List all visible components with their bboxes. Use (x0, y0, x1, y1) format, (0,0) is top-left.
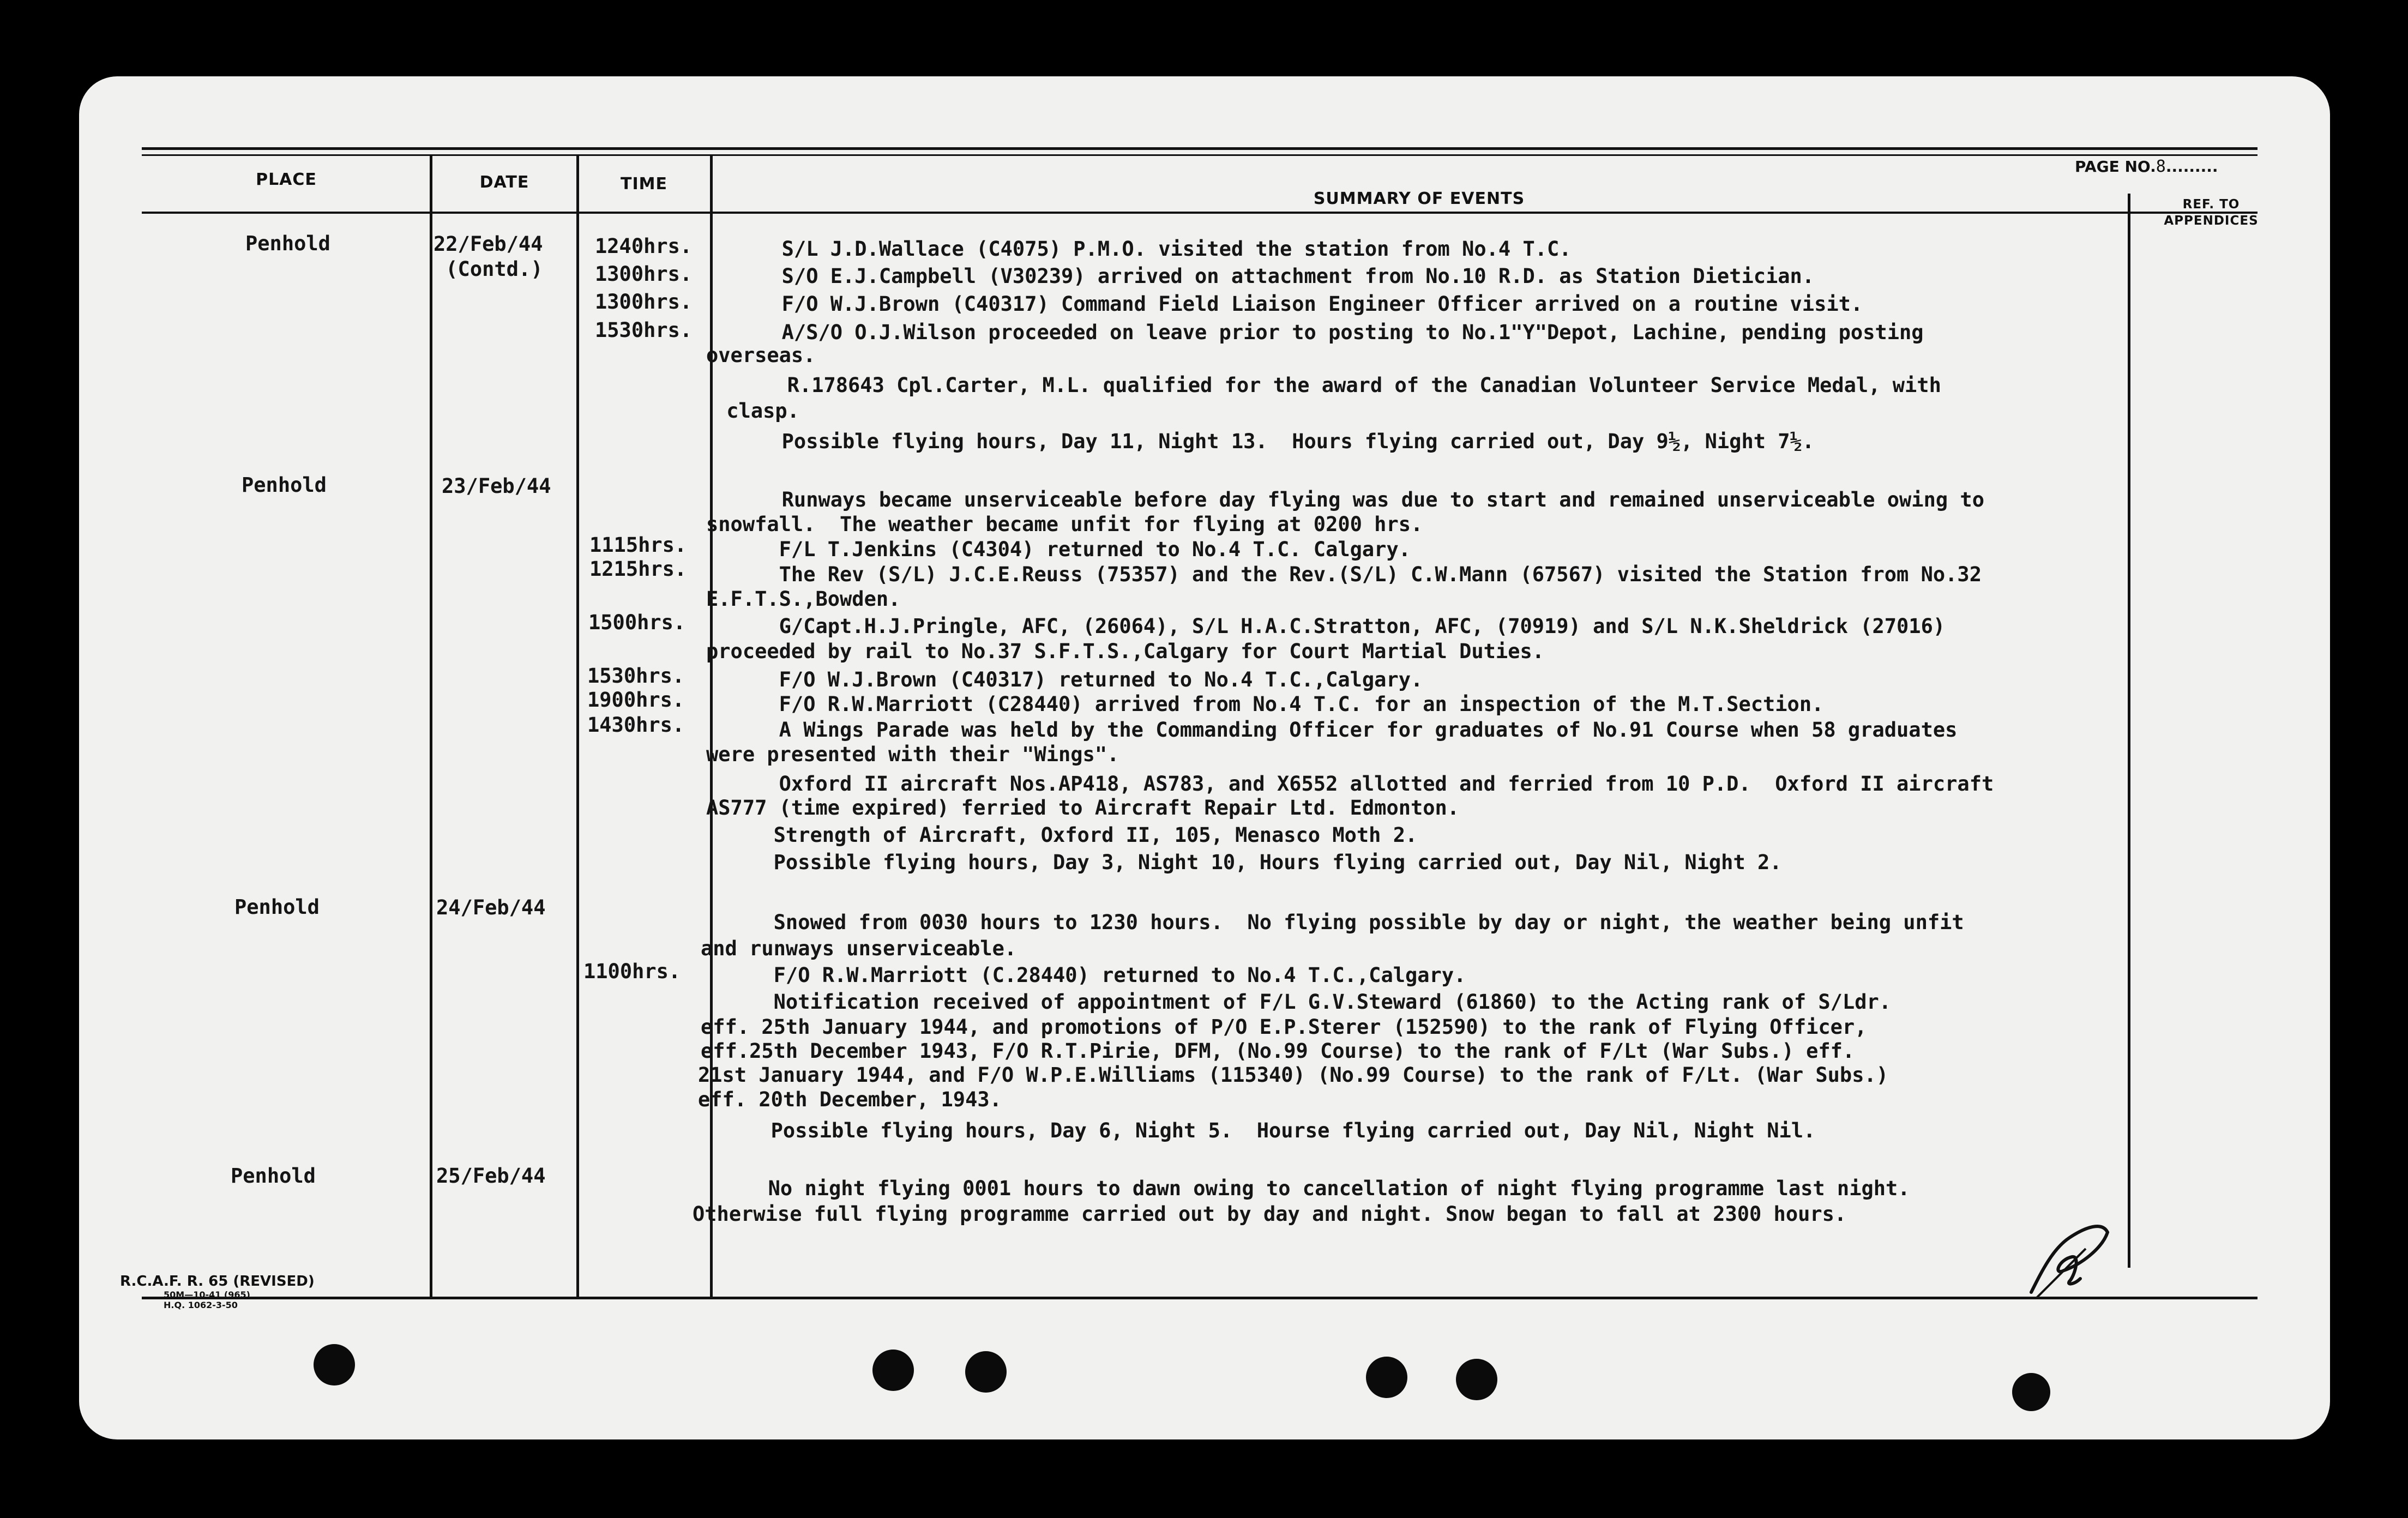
top-rule-2 (142, 154, 2258, 156)
time-entry: 1500hrs. (588, 611, 686, 634)
event-line: Otherwise full flying programme carried out by day and night. Snow began to fall at 2300 hours. (693, 1202, 1847, 1226)
time-entry: 1115hrs. (589, 533, 687, 557)
event-line: snowfall. The weather became unfit for flying at 0200 hrs. (706, 513, 1423, 536)
time-entry: 1300hrs. (595, 290, 693, 314)
event-line: were presented with their "Wings". (706, 743, 1119, 766)
header-rule (142, 212, 2258, 214)
place-entry: Penhold (234, 895, 320, 919)
place-entry: Penhold (245, 232, 330, 255)
form-line-2: 50M—10-41 (965) (164, 1290, 250, 1300)
event-line: Possible flying hours, Day 3, Night 10, Hours flying carried out, Day Nil, Night 2. (701, 851, 1782, 874)
event-line: S/O E.J.Campbell (V30239) arrived on attachment from No.10 R.D. as Station Dietician. (709, 264, 1815, 288)
binder-hole (1456, 1359, 1497, 1400)
time-entry: 1240hrs. (595, 234, 693, 258)
place-entry: Penhold (242, 473, 327, 497)
time-entry: 1530hrs. (587, 664, 685, 688)
date-entry: 25/Feb/44 (436, 1164, 546, 1188)
event-line: The Rev (S/L) J.C.E.Reuss (75357) and the Rev.(S/L) C.W.Mann (67567) visited the Station from No.32 (706, 563, 1982, 586)
page-number (2075, 157, 2218, 176)
diary-sheet (79, 76, 2330, 1439)
time-entry: 1215hrs. (589, 557, 687, 581)
binder-hole (314, 1344, 355, 1386)
bottom-rule (142, 1297, 2258, 1299)
event-line: clasp. (714, 399, 799, 423)
time-entry: 1530hrs. (595, 318, 693, 342)
event-line: F/O W.J.Brown (C40317) returned to No.4 T.C.,Calgary. (706, 668, 1423, 691)
divider-place-date (430, 155, 432, 1298)
event-line: eff.25th December 1943, F/O R.T.Pirie, DFM, (No.99 Course) to the rank of F/Lt (War Subs.) eff. (701, 1039, 1855, 1063)
event-line: overseas. (706, 344, 816, 367)
page-number-label: PAGE NO. (2075, 158, 2156, 176)
binder-hole (2012, 1373, 2050, 1411)
event-line: Notification received of appointment of F/L G.V.Steward (61860) to the Acting rank of S/Ldr. (701, 990, 1892, 1014)
time-entry: 1900hrs. (587, 688, 685, 712)
event-line: and runways unserviceable. (701, 937, 1017, 960)
event-line: eff. 25th January 1944, and promotions of P/O E.P.Sterer (152590) to the rank of Flying Officer, (701, 1015, 1867, 1039)
event-line: E.F.T.S.,Bowden. (706, 587, 901, 611)
event-line: F/O W.J.Brown (C40317) Command Field Liaison Engineer Officer arrived on a routine visit. (709, 292, 1863, 316)
event-line: S/L J.D.Wallace (C4075) P.M.O. visited the station from No.4 T.C. (709, 237, 1572, 261)
page-number-value: 8 (2156, 157, 2166, 176)
binder-hole (1366, 1357, 1407, 1398)
form-title: R.C.A.F. R. 65 (REVISED) (120, 1273, 315, 1290)
form-number (120, 1273, 315, 1310)
time-entry: 1300hrs. (595, 262, 693, 286)
event-line: No night flying 0001 hours to dawn owing to cancellation of night flying programme last night. (695, 1177, 1910, 1200)
event-line: proceeded by rail to No.37 S.F.T.S.,Calgary for Court Martial Duties. (706, 640, 1545, 663)
event-line: G/Capt.H.J.Pringle, AFC, (26064), S/L H.A.C.Stratton, AFC, (70919) and S/L N.K.Sheldrick (27016) (706, 615, 1946, 638)
time-entry: 1100hrs. (583, 960, 681, 983)
divider-date-time (576, 155, 579, 1298)
date-entry: 22/Feb/44 (Contd.) (434, 232, 543, 281)
header-time: TIME (621, 174, 667, 194)
binder-hole (965, 1351, 1007, 1393)
event-line: 21st January 1944, and F/O W.P.E.Williams (115340) (No.99 Course) to the rank of F/Lt. (War Subs.) (698, 1063, 1889, 1087)
event-line: Runways became unserviceable before day flying was due to start and remained unserviceable owing to (709, 488, 1984, 511)
event-line: R.178643 Cpl.Carter, M.L. qualified for the award of the Canadian Volunteer Service Medal, with (714, 374, 1941, 397)
header-place: PLACE (256, 170, 317, 189)
event-line: F/L T.Jenkins (C4304) returned to No.4 T.C. Calgary. (706, 538, 1411, 561)
event-line: Possible flying hours, Day 11, Night 13. Hours flying carried out, Day 9½, Night 7½. (709, 430, 1815, 453)
header-ref: REF. TO APPENDICES (2164, 197, 2259, 228)
event-line: F/O R.W.Marriott (C28440) arrived from No.4 T.C. for an inspection of the M.T.Section. (706, 692, 1824, 716)
time-entry: 1430hrs. (587, 713, 685, 737)
divider-summary-ref (2128, 194, 2130, 1268)
event-line: AS777 (time expired) ferried to Aircraft Repair Ltd. Edmonton. (706, 796, 1460, 820)
event-line: Oxford II aircraft Nos.AP418, AS783, and X6552 allotted and ferried from 10 P.D. Oxford II aircraft (706, 772, 1994, 796)
event-line: eff. 20th December, 1943. (698, 1088, 1002, 1111)
date-entry: 24/Feb/44 (436, 896, 546, 919)
signature-mark (2020, 1216, 2118, 1303)
event-line: Strength of Aircraft, Oxford II, 105, Menasco Moth 2. (701, 823, 1418, 847)
top-rule (142, 147, 2258, 150)
date-entry: 23/Feb/44 (442, 474, 551, 498)
form-line-3: H.Q. 1062-3-50 (164, 1300, 238, 1310)
header-summary: SUMMARY OF EVENTS (1313, 189, 1525, 208)
binder-hole (872, 1350, 914, 1391)
event-line: Snowed from 0030 hours to 1230 hours. No flying possible by day or night, the weather being unfit (701, 911, 1964, 934)
event-line: A/S/O O.J.Wilson proceeded on leave prior to posting to No.1"Y"Depot, Lachine, pending posting (709, 321, 1924, 344)
event-line: A Wings Parade was held by the Commanding Officer for graduates of No.91 Course when 58 graduates (706, 718, 1958, 742)
event-line: F/O R.W.Marriott (C.28440) returned to No.4 T.C.,Calgary. (701, 963, 1466, 987)
event-line: Possible flying hours, Day 6, Night 5. Hourse flying carried out, Day Nil, Night Nil. (698, 1119, 1816, 1142)
header-date: DATE (479, 173, 529, 192)
place-entry: Penhold (231, 1164, 316, 1188)
page-number-dots: ......... (2165, 158, 2218, 176)
